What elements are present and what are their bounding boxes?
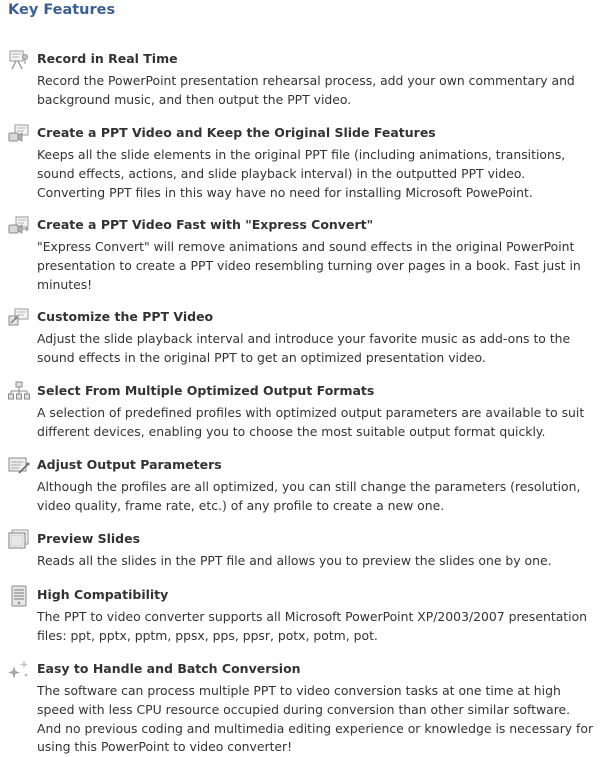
feature-description: Keeps all the slide elements in the original PPT file (including animations, transitions, sound effects, actions, and slide playback interval) in the outputted PPT video. Converting PPT files in this way have no need for installing Microsoft PowePoint. bbox=[37, 147, 566, 200]
record-icon bbox=[7, 48, 31, 72]
feature-title: Easy to Handle and Batch Conversion bbox=[37, 661, 301, 676]
feature-title: Create a PPT Video Fast with "Express Convert" bbox=[37, 217, 374, 232]
feature-title: High Compatibility bbox=[37, 587, 169, 602]
parameters-icon bbox=[7, 454, 31, 478]
feature-description: The PPT to video converter supports all Microsoft PowerPoint XP/2003/2007 presentation files: ppt, pptx, pptm, ppsx, pps, ppsr, potx, potm, pot. bbox=[37, 609, 588, 643]
feature-description: The software can process multiple PPT to video conversion tasks at one time at high speed with less CPU resource occupied during conversion than other similar software. And no previous coding and multimedia editing experience or knowledge is necessary for using this PowerPoint to video converter! bbox=[37, 683, 594, 755]
output-formats-icon bbox=[7, 380, 31, 404]
feature-title: Adjust Output Parameters bbox=[37, 457, 222, 472]
express-convert-icon bbox=[7, 214, 31, 238]
customize-icon bbox=[7, 306, 31, 330]
feature-description: Record the PowerPoint presentation rehearsal process, add your own commentary and background music, and then output the PPT video. bbox=[37, 73, 575, 107]
compatibility-icon bbox=[7, 584, 31, 608]
feature-title: Customize the PPT Video bbox=[37, 309, 214, 324]
feature-title: Preview Slides bbox=[37, 531, 141, 546]
feature-title: Select From Multiple Optimized Output Formats bbox=[37, 383, 375, 398]
preview-icon bbox=[7, 528, 31, 552]
sparkle-icon bbox=[7, 658, 31, 682]
feature-description: Adjust the slide playback interval and introduce your favorite music as add-ons to the sound effects in the original PPT to get an optimized presentation video. bbox=[37, 331, 571, 365]
page-title: Key Features bbox=[8, 2, 116, 18]
feature-description: Reads all the slides in the PPT file and allows you to preview the slides one by one. bbox=[37, 553, 552, 568]
feature-title: Record in Real Time bbox=[37, 51, 178, 66]
slides-video-icon bbox=[7, 122, 31, 146]
feature-title: Create a PPT Video and Keep the Original Slide Features bbox=[37, 125, 436, 140]
feature-description: A selection of predefined profiles with optimized output parameters are available to suit different devices, enabling you to choose the most suitable output format quickly. bbox=[37, 405, 585, 439]
feature-description: "Express Convert" will remove animations and sound effects in the original PowerPoint presentation to create a PPT video resembling turning over pages in a book. Fast just in minutes! bbox=[37, 239, 581, 292]
feature-description: Although the profiles are all optimized, you can still change the parameters (resolution, video quality, frame rate, etc.) of any profile to create a new one. bbox=[37, 479, 581, 513]
